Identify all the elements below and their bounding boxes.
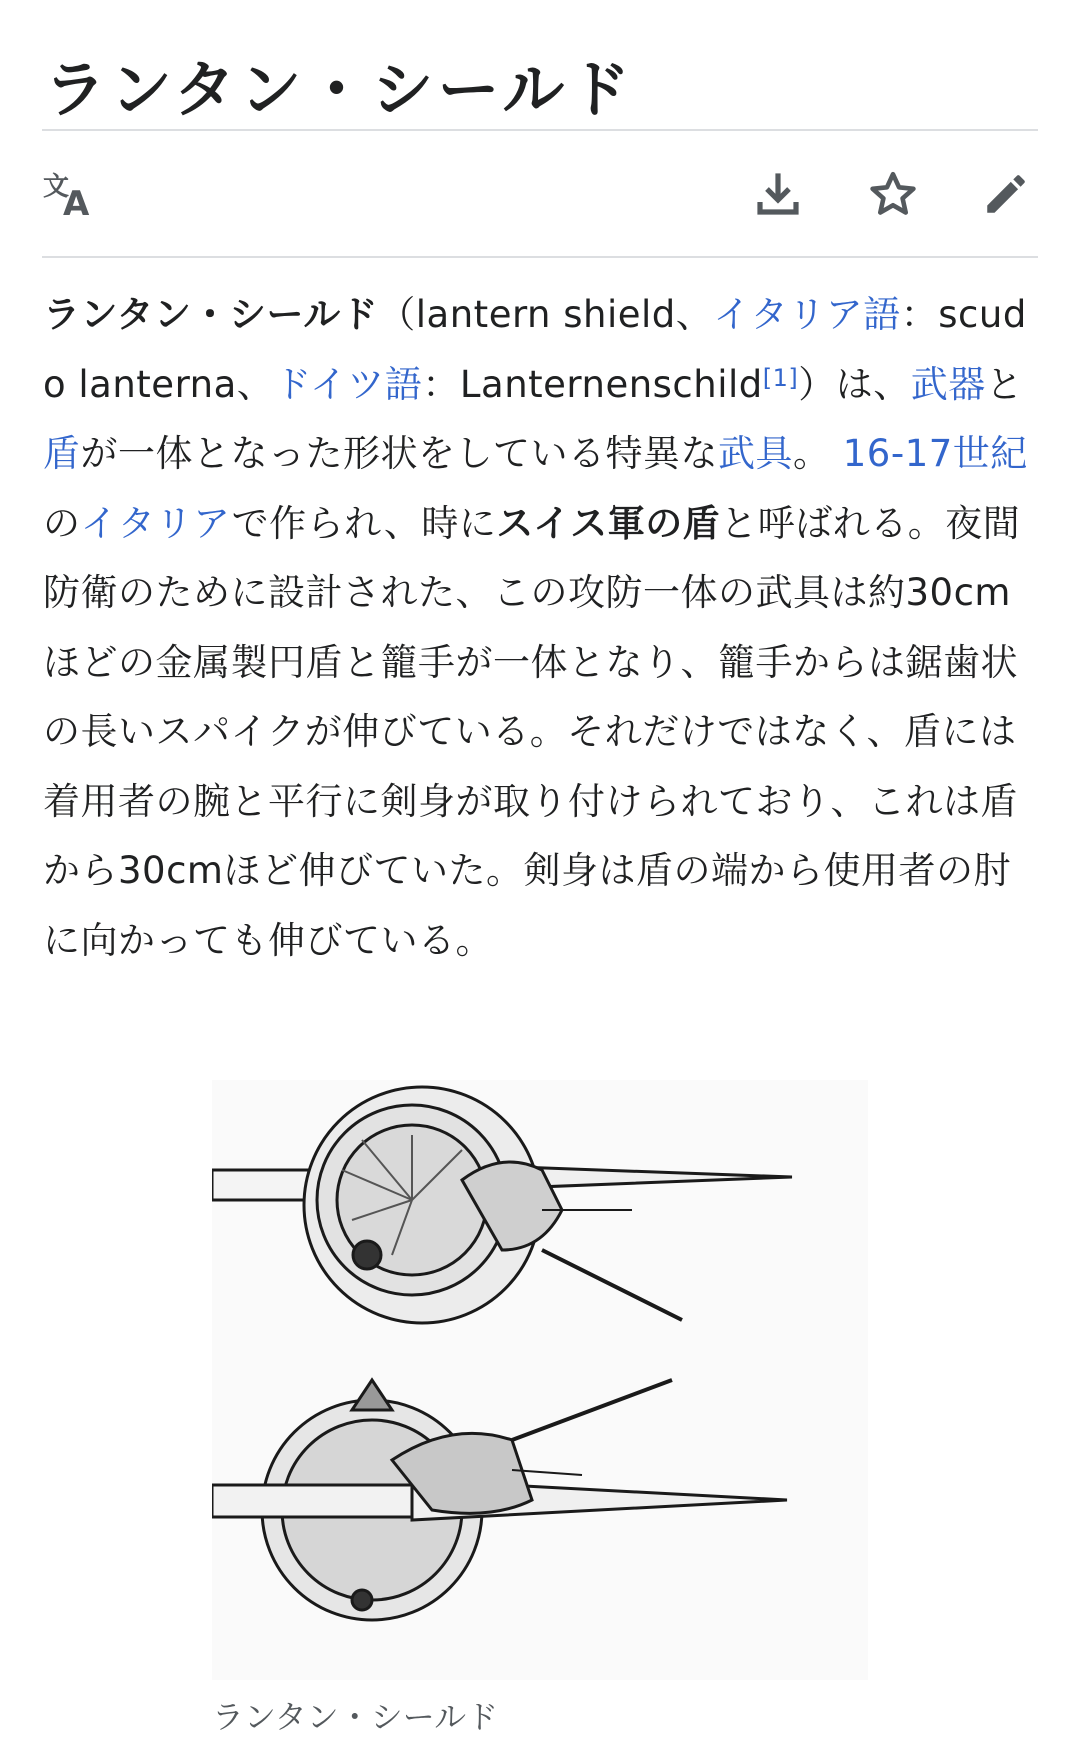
svg-text:文: 文 — [43, 172, 70, 202]
link-weapon[interactable]: 武器 — [910, 362, 986, 406]
text: の — [43, 501, 81, 545]
edit-button[interactable] — [980, 168, 1032, 220]
svg-text:A: A — [63, 184, 90, 219]
toolbar-divider — [42, 256, 1038, 258]
text: で作られ、時に — [231, 501, 497, 545]
link-italy[interactable]: イタリア — [80, 501, 232, 545]
download-icon — [754, 170, 802, 218]
lead-term: ランタン・シールド — [43, 293, 379, 336]
language-button[interactable] — [42, 168, 98, 220]
text: が一体となった形状をしている特異な — [80, 432, 718, 475]
page-actions-toolbar — [42, 131, 1038, 256]
lantern-shield-illustration — [212, 1080, 868, 1680]
article-image[interactable] — [212, 1080, 868, 1680]
article-body — [43, 280, 1040, 975]
lead-paragraph — [43, 280, 1040, 975]
text: （lantern shield、 — [378, 293, 714, 336]
language-icon — [43, 169, 97, 219]
link-century[interactable]: 16-17世紀 — [842, 432, 1028, 475]
bold-term: スイス軍の盾 — [496, 501, 721, 545]
page-title: ランタン・シールド — [44, 52, 635, 126]
link-german-language[interactable]: ドイツ語 — [274, 362, 423, 406]
figure-caption: ランタン・シールド — [212, 1698, 499, 1736]
watch-button[interactable] — [867, 168, 919, 220]
pencil-icon — [981, 169, 1031, 219]
text: と — [985, 362, 1024, 406]
text: 。 — [793, 432, 843, 475]
text: ：scudo lanterna、 — [43, 293, 1027, 406]
link-italian-language[interactable]: イタリア語 — [713, 293, 901, 336]
text: ：Lanternenschild — [422, 362, 763, 406]
text: と呼ばれる。夜間防衛のために設計された、この攻防一体の武具は約30cmほどの金属製円盾と籠手が一体となり、籠手からは鋸歯状の長いスパイクが伸びている。それだけではなく、盾には着用者の腕と平行に剣身が取り付けられており、これは盾から30cmほど伸びていた。剣身は盾の端から使用者の肘に向かっても伸びている。 — [43, 501, 1021, 962]
text: ）は、 — [798, 362, 911, 406]
reference-link[interactable]: [1] — [762, 363, 799, 392]
link-armament[interactable]: 武具 — [718, 432, 793, 475]
star-icon — [868, 169, 918, 219]
link-shield[interactable]: 盾 — [43, 432, 81, 475]
download-button[interactable] — [752, 168, 804, 220]
